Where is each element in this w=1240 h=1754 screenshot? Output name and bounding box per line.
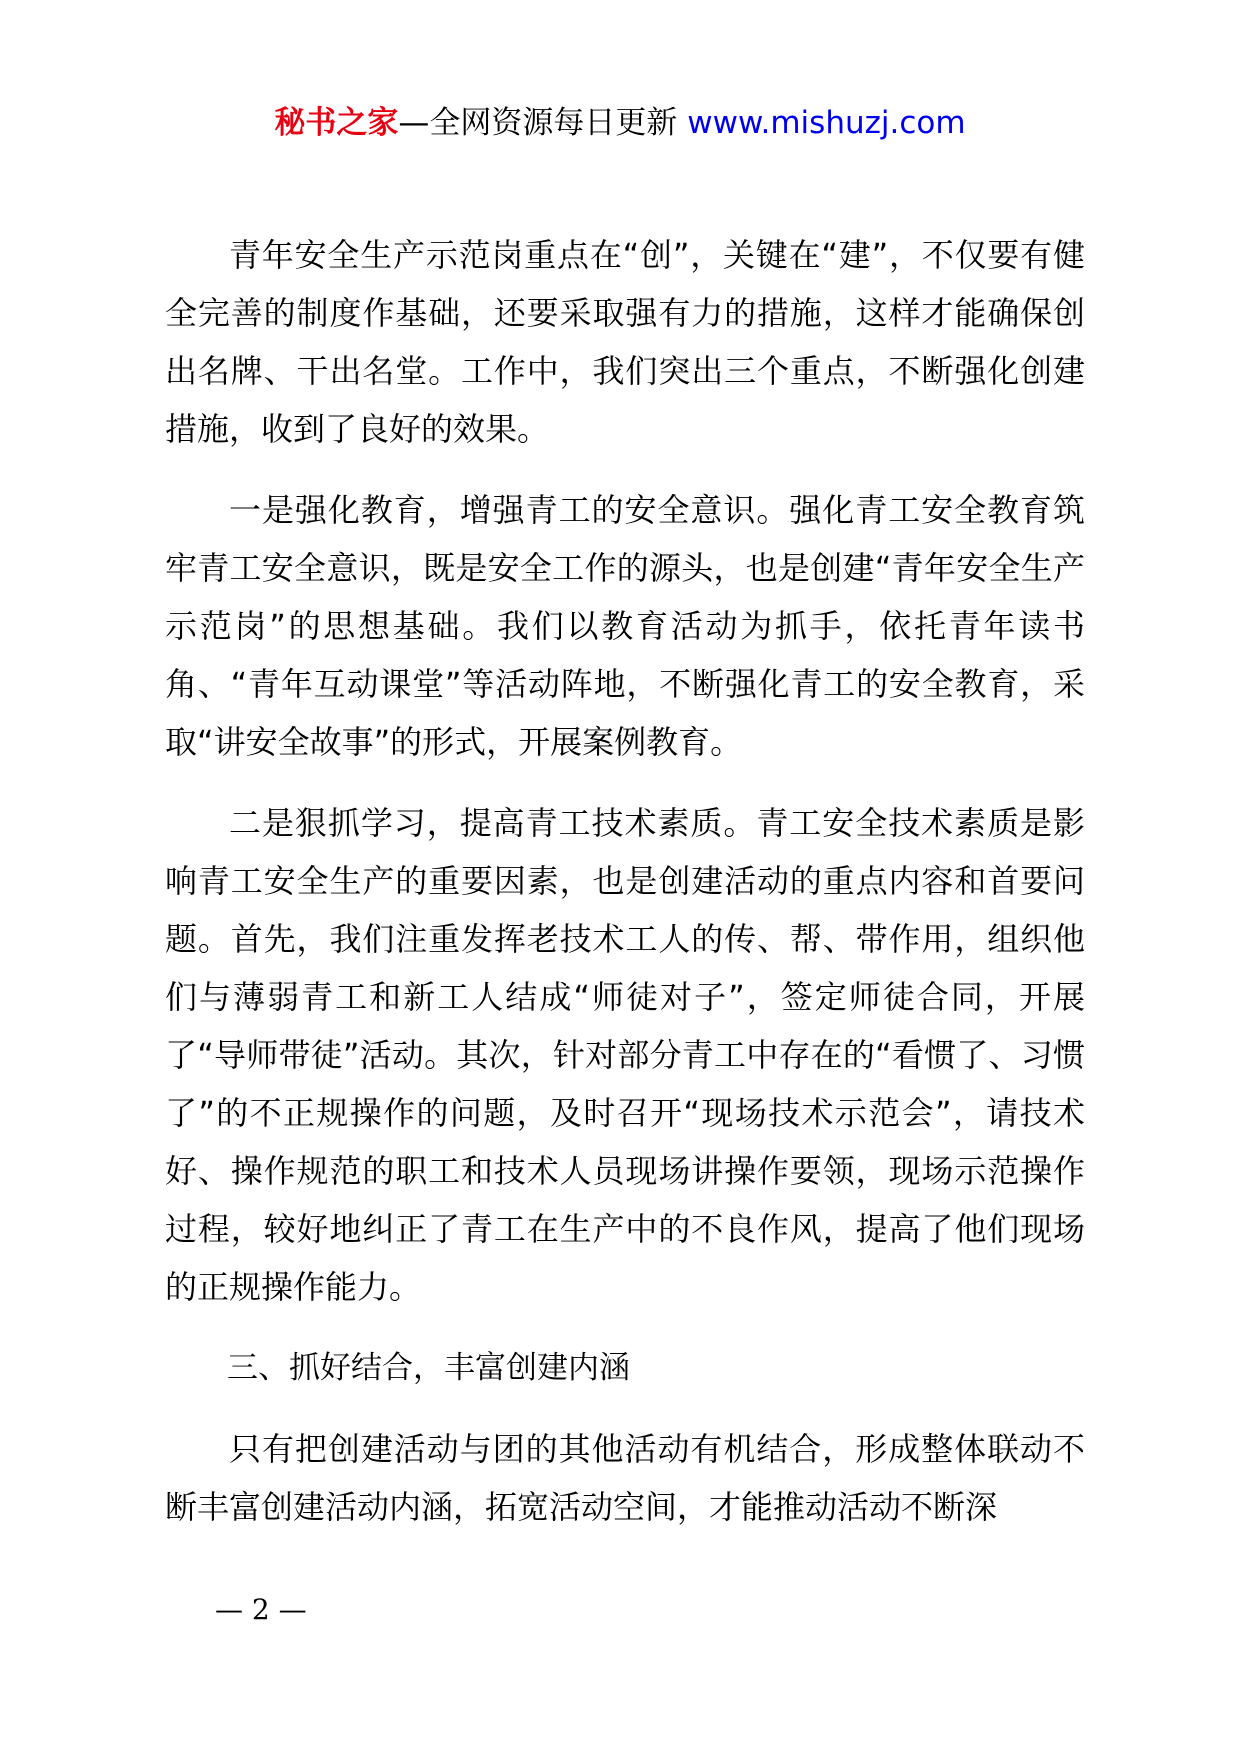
header-tagline: —全网资源每日更新	[398, 105, 688, 141]
page-number: — 2 —	[215, 1593, 307, 1626]
header-brand: 秘书之家	[274, 105, 399, 141]
document-body	[165, 226, 1085, 1559]
header-url-link[interactable]: www.mishuzj.com	[687, 105, 966, 141]
paragraph-combination: 只有把创建活动与团的其他活动有机结合，形成整体联动不断丰富创建活动内涵，拓宽活动空间，才能推动活动不断深	[165, 1430, 1085, 1526]
paragraph-intro: 青年安全生产示范岗重点在“创”，关键在“建”，不仅要有健全完善的制度作基础，还要采取强有力的措施，这样才能确保创出名牌、干出名堂。工作中，我们突出三个重点，不断强化创建措施，收到了良好的效果。	[165, 236, 1085, 448]
section-heading: 三、抓好结合，丰富创建内涵	[227, 1350, 630, 1386]
paragraph-education: 一是强化教育，增强青工的安全意识。强化青工安全教育筑牢青工安全意识，既是安全工作的源头，也是创建“青年安全生产示范岗”的思想基础。我们以教育活动为抓手，依托青年读书角、“青年互动课堂”等活动阵地，不断强化青工的安全教育，采取“讲安全故事”的形式，开展案例教育。	[165, 491, 1085, 761]
watermark-header	[0, 100, 1240, 146]
paragraph-learning: 二是狠抓学习，提高青工技术素质。青工安全技术素质是影响青工安全生产的重要因素，也是创建活动的重点内容和首要问题。首先，我们注重发挥老技术工人的传、帮、带作用，组织他们与薄弱青工和新工人结成“师徒对子”，签定师徒合同，开展了“导师带徒”活动。其次，针对部分青工中存在的“看惯了、习惯了”的不正规操作的问题，及时召开“现场技术示范会”，请技术好、操作规范的职工和技术人员现场讲操作要领，现场示范操作过程，较好地纠正了青工在生产中的不良作风，提高了他们现场的正规操作能力。	[165, 804, 1085, 1306]
